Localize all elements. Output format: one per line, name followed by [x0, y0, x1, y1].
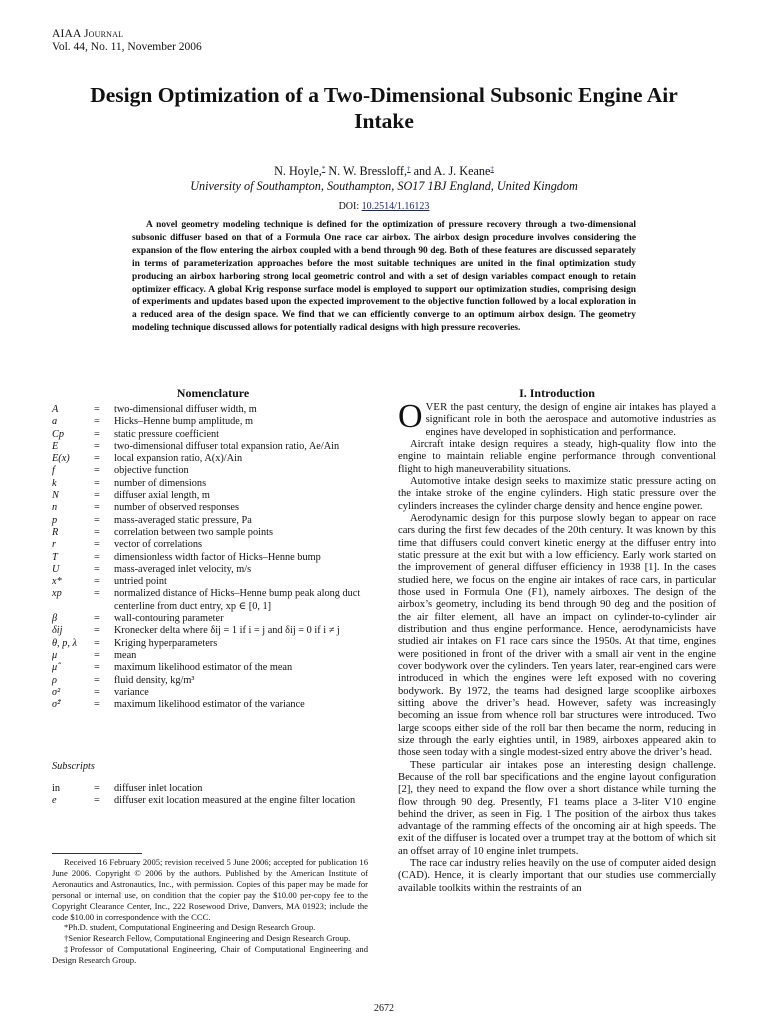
footnote-link[interactable]: ‡ — [490, 165, 494, 173]
nomenclature-entry — [52, 527, 376, 539]
nomenclature-entry — [52, 441, 376, 453]
equals-sign: = — [94, 514, 100, 526]
symbol: U — [52, 563, 60, 575]
subscripts-list — [52, 783, 376, 808]
symbol: ρ — [52, 674, 57, 686]
equals-sign: = — [94, 783, 100, 794]
definition: mass-averaged inlet velocity, m/s — [114, 563, 252, 575]
affiliation: University of Southampton, Southampton, SO17 1BJ England, United Kingdom — [190, 179, 578, 193]
definition: number of observed responses — [114, 502, 239, 514]
symbol: β — [52, 613, 58, 625]
equals-sign: = — [94, 563, 100, 575]
symbol: N — [52, 490, 59, 502]
nomenclature-entry — [52, 588, 376, 613]
nomenclature-entry — [52, 478, 376, 490]
intro-paragraph: These particular air intakes pose an interesting design challenge. Because of the roll bar specifications and the engine layout configuration [2], they need to expand the flow over a short distance while turning the flow through 90 deg. Presently, F1 teams place a 3-liter V10 engine behind the driver, as seen in Fig. 1 The position of the airbox thus takes advantage of the ramming effects of the oncoming air at high speeds. The exit of the diffuser is located over a trumpet tray at the bottom of which sit an offset array of 10 engine inlet trumpets. — [398, 759, 716, 857]
equals-sign: = — [94, 477, 100, 489]
nomenclature-entry — [52, 502, 376, 514]
symbol: A — [52, 404, 59, 415]
equals-sign: = — [94, 404, 100, 415]
symbol: σ² — [52, 686, 61, 698]
symbol: R — [52, 526, 59, 538]
definition: Kriging hyperparameters — [114, 637, 218, 649]
symbol: θ, p, λ — [52, 637, 77, 649]
definition: diffuser axial length, m — [114, 490, 210, 502]
symbol: n — [52, 502, 58, 514]
equals-sign: = — [94, 637, 100, 649]
symbol: T — [52, 551, 58, 563]
nomenclature-entry — [52, 552, 376, 564]
footnote-link[interactable]: * — [321, 165, 326, 173]
nomenclature-entry — [52, 613, 376, 625]
intro-paragraph: Aerodynamic design for this purpose slowly began to appear on race cars during the first few decades of the 20th century. It was known by this time that diffusers could convert kinetic energy at the diffuser entry into static pressure at the exit but with a low efficiency. Early work started on the improvement of general diffuser efficiency in 1938 [1]. In the cases studied here, we focus on the engine air intakes of race cars, in particular those used in Formula One (F1), namely airboxes. The design of the airbox’s geometry, including its bend through 90 deg and the position of the air filter element, all have an impact on cylinder-to-cylinder air distribution and thus engine performance. Hence, aerodynamicists have studied air intakes on F1 race cars since the 1950s. At that time, engines were positioned in front of the driver with a small air vent in the engine cover bodywork over the cylinders. Ten years later, rear-engined cars were introduced in which the engines were left exposed with no covering bodywork. By 1972, the teams had designed large scooplike airboxes sitting above the driver’s head. However, safety was increasingly becoming an issue from whence roll bar structures were introduced. Two large scoops either side of the roll bar then became the norm, reducing in size through the early eighties until, in 1989, airboxes appeared akin to those seen today with a single modest-sized entry above the driver’s head. — [398, 512, 716, 759]
equals-sign: = — [94, 795, 100, 807]
symbol: k — [52, 477, 57, 489]
footnotes — [52, 857, 368, 966]
journal-name: AIAA Journal — [52, 28, 124, 40]
symbol: E — [52, 440, 59, 452]
intro-text: the past century, the design of engine air intakes has played a significant role in both the aerospace and automotive industries as engines have developed in sophistication and performance. — [425, 402, 716, 438]
abstract: A novel geometry modeling technique is defined for the optimization of pressure recovery through a two-dimensional subsonic diffuser based on that of a Formula One race car airbox. The airbox design procedure involves considering the expansion of the flow entering the airbox coupled with a bend through 90 deg. Both of these features are discussed separately in terms of parameterization approaches before the most suitable techniques are united in the final optimization study producing an airbox harboring strong local geometric control and with a set of design variables compact enough to retain optimizer efficacy. A global Krig response surface model is employed to support our optimization studies, comprising design of experiments and updates based upon the expected improvement to the objective function followed by a local exploration in a reduced area of the design space. We find that we can efficiently converge to an optimum airbox design. The geometry modeling technique discussed allows for potentially radical designs with high pressure recoveries. — [132, 220, 636, 334]
definition: objective function — [114, 465, 189, 477]
intro-paragraph: The race car industry relies heavily on the use of computer aided design (CAD). Hence, it is clearly important that our studies use commercially available toolkits within the restraints of an — [398, 858, 716, 894]
doi-line — [60, 201, 708, 213]
definition: diffuser exit location measured at the engine filter location — [114, 795, 356, 807]
nomenclature-entry — [52, 576, 376, 588]
journal-header — [52, 28, 202, 54]
equals-sign: = — [94, 453, 100, 465]
equals-sign: = — [94, 416, 100, 428]
introduction-heading: I. Introduction — [519, 386, 595, 400]
nomenclature-entry — [52, 687, 376, 699]
nomenclature-entry — [52, 783, 376, 795]
nomenclature-list — [52, 404, 376, 711]
definition: number of dimensions — [114, 477, 207, 489]
subscripts-heading: Subscripts — [52, 761, 95, 772]
author-list — [60, 164, 708, 179]
symbol: E(x) — [52, 453, 70, 465]
definition: maximum likelihood estimator of the mean — [114, 662, 293, 674]
definition: mean — [114, 649, 137, 661]
equals-sign: = — [94, 428, 100, 440]
author-name: and A. J. Keane — [413, 164, 491, 178]
intro-paragraph: Aircraft intake design requires a steady, high-quality flow into the engine to maintain reliable engine performance through conventional flight to high maneuverability situations. — [398, 438, 716, 475]
nomenclature-entry — [52, 429, 376, 441]
symbol: r — [52, 539, 57, 551]
equals-sign: = — [94, 588, 100, 600]
equals-sign: = — [94, 440, 100, 452]
author-footnote: †Senior Research Fellow, Computational Engineering and Design Research Group. — [64, 933, 351, 944]
equals-sign: = — [94, 613, 100, 625]
equals-sign: = — [94, 649, 100, 661]
definition: local expansion ratio, A(x)/Ain — [114, 453, 243, 465]
symbol: x* — [52, 576, 62, 588]
symbol: xp — [52, 588, 62, 600]
definition: variance — [114, 686, 149, 698]
received-note: Received 16 February 2005; revision received 5 June 2006; accepted for publication 16 June 2006. Copyright © 2006 by the authors. Published by the American Institute of Aeronautics and Astronautics, Inc., with permission. Copies of this paper may be made for personal or internal use, on condition that the copier pay the $10.00 per-copy fee to the Copyright Clearance Center, Inc., 222 Rosewood Drive, Danvers, MA 01923; include the code $10.00 in correspondence with the CCC. — [52, 857, 368, 922]
drop-cap: O — [398, 398, 423, 435]
nomenclature-entry — [52, 539, 376, 551]
equals-sign: = — [94, 539, 100, 551]
equals-sign: = — [94, 526, 100, 538]
equals-sign: = — [94, 490, 100, 502]
definition: maximum likelihood estimator of the variance — [114, 699, 305, 711]
nomenclature-entry — [52, 662, 376, 674]
definition: dimensionless width factor of Hicks–Henne bump — [114, 551, 321, 563]
symbol: a — [52, 416, 58, 428]
definition: two-dimensional diffuser width, m — [114, 404, 257, 415]
nomenclature-entry — [52, 416, 376, 428]
doi-label: DOI: — [338, 201, 360, 212]
nomenclature-entry — [52, 795, 376, 807]
equals-sign: = — [94, 551, 100, 563]
symbol: f — [52, 465, 55, 477]
footnote-link[interactable]: † — [407, 165, 411, 173]
page-number: 2672 — [374, 1003, 394, 1014]
definition: static pressure coefficient — [114, 428, 220, 440]
nomenclature-entry — [52, 675, 376, 687]
equals-sign: = — [94, 699, 100, 711]
nomenclature-entry — [52, 515, 376, 527]
definition: diffuser inlet location — [114, 783, 203, 794]
journal-volume: Vol. 44, No. 11, November 2006 — [52, 41, 202, 53]
definition: Hicks–Henne bump amplitude, m — [114, 416, 253, 428]
equals-sign: = — [94, 686, 100, 698]
symbol: Cp — [52, 428, 65, 440]
author-name: N. W. Bressloff, — [328, 164, 408, 178]
equals-sign: = — [94, 465, 100, 477]
symbol: δij — [52, 625, 63, 637]
nomenclature-entry — [52, 699, 376, 711]
lead-caps: VER — [425, 402, 448, 413]
author-footnote: *Ph.D. student, Computational Engineering and Design Research Group. — [64, 922, 316, 933]
paper-title: Design Optimization of a Two-Dimensional Subsonic Engine Air Intake — [90, 83, 678, 133]
symbol: in — [52, 783, 61, 794]
definition: Kronecker delta where δij = 1 if i = j and δij = 0 if i ≠ j — [114, 625, 340, 637]
symbol: σ̂² — [52, 699, 61, 711]
equals-sign: = — [94, 674, 100, 686]
intro-paragraph — [398, 398, 716, 439]
nomenclature-entry — [52, 490, 376, 502]
definition: correlation between two sample points — [114, 526, 273, 538]
symbol: p — [52, 514, 58, 526]
nomenclature-heading: Nomenclature — [176, 386, 250, 400]
definition: mass-averaged static pressure, Pa — [114, 514, 252, 526]
author-footnote: ‡Professor of Computational Engineering, Chair of Computational Engineering and Design Research Group. — [52, 944, 368, 966]
footnote-rule — [52, 853, 142, 854]
equals-sign: = — [94, 662, 100, 674]
nomenclature-entry — [52, 650, 376, 662]
introduction-body — [398, 398, 716, 895]
equals-sign: = — [94, 625, 100, 637]
definition: two-dimensional diffuser total expansion ratio, Ae/Ain — [114, 440, 340, 452]
symbol: e — [52, 795, 57, 807]
symbol: μ — [52, 649, 58, 661]
symbol: μ̂ — [52, 662, 58, 674]
equals-sign: = — [94, 502, 100, 514]
definition: wall-contouring parameter — [114, 613, 224, 625]
doi-link[interactable]: 10.2514/1.16123 — [361, 201, 430, 212]
intro-paragraph: Automotive intake design seeks to maximize static pressure acting on the intake stroke of the engine cylinders. High static pressure over the cylinders increases the cylinder charge density and hence engine power. — [398, 475, 716, 512]
definition: normalized distance of Hicks–Henne bump peak along duct centerline from duct entry, xp ∈ [0, 1] — [114, 588, 361, 612]
definition: vector of correlations — [114, 539, 203, 551]
nomenclature-entry — [52, 625, 376, 637]
author-name: N. Hoyle, — [274, 164, 322, 178]
definition: fluid density, kg/m³ — [114, 674, 195, 686]
nomenclature-entry — [52, 564, 376, 576]
nomenclature-entry — [52, 638, 376, 650]
nomenclature-entry — [52, 465, 376, 477]
nomenclature-entry — [52, 404, 376, 416]
equals-sign: = — [94, 576, 100, 588]
nomenclature-entry — [52, 453, 376, 465]
definition: untried point — [114, 576, 167, 588]
